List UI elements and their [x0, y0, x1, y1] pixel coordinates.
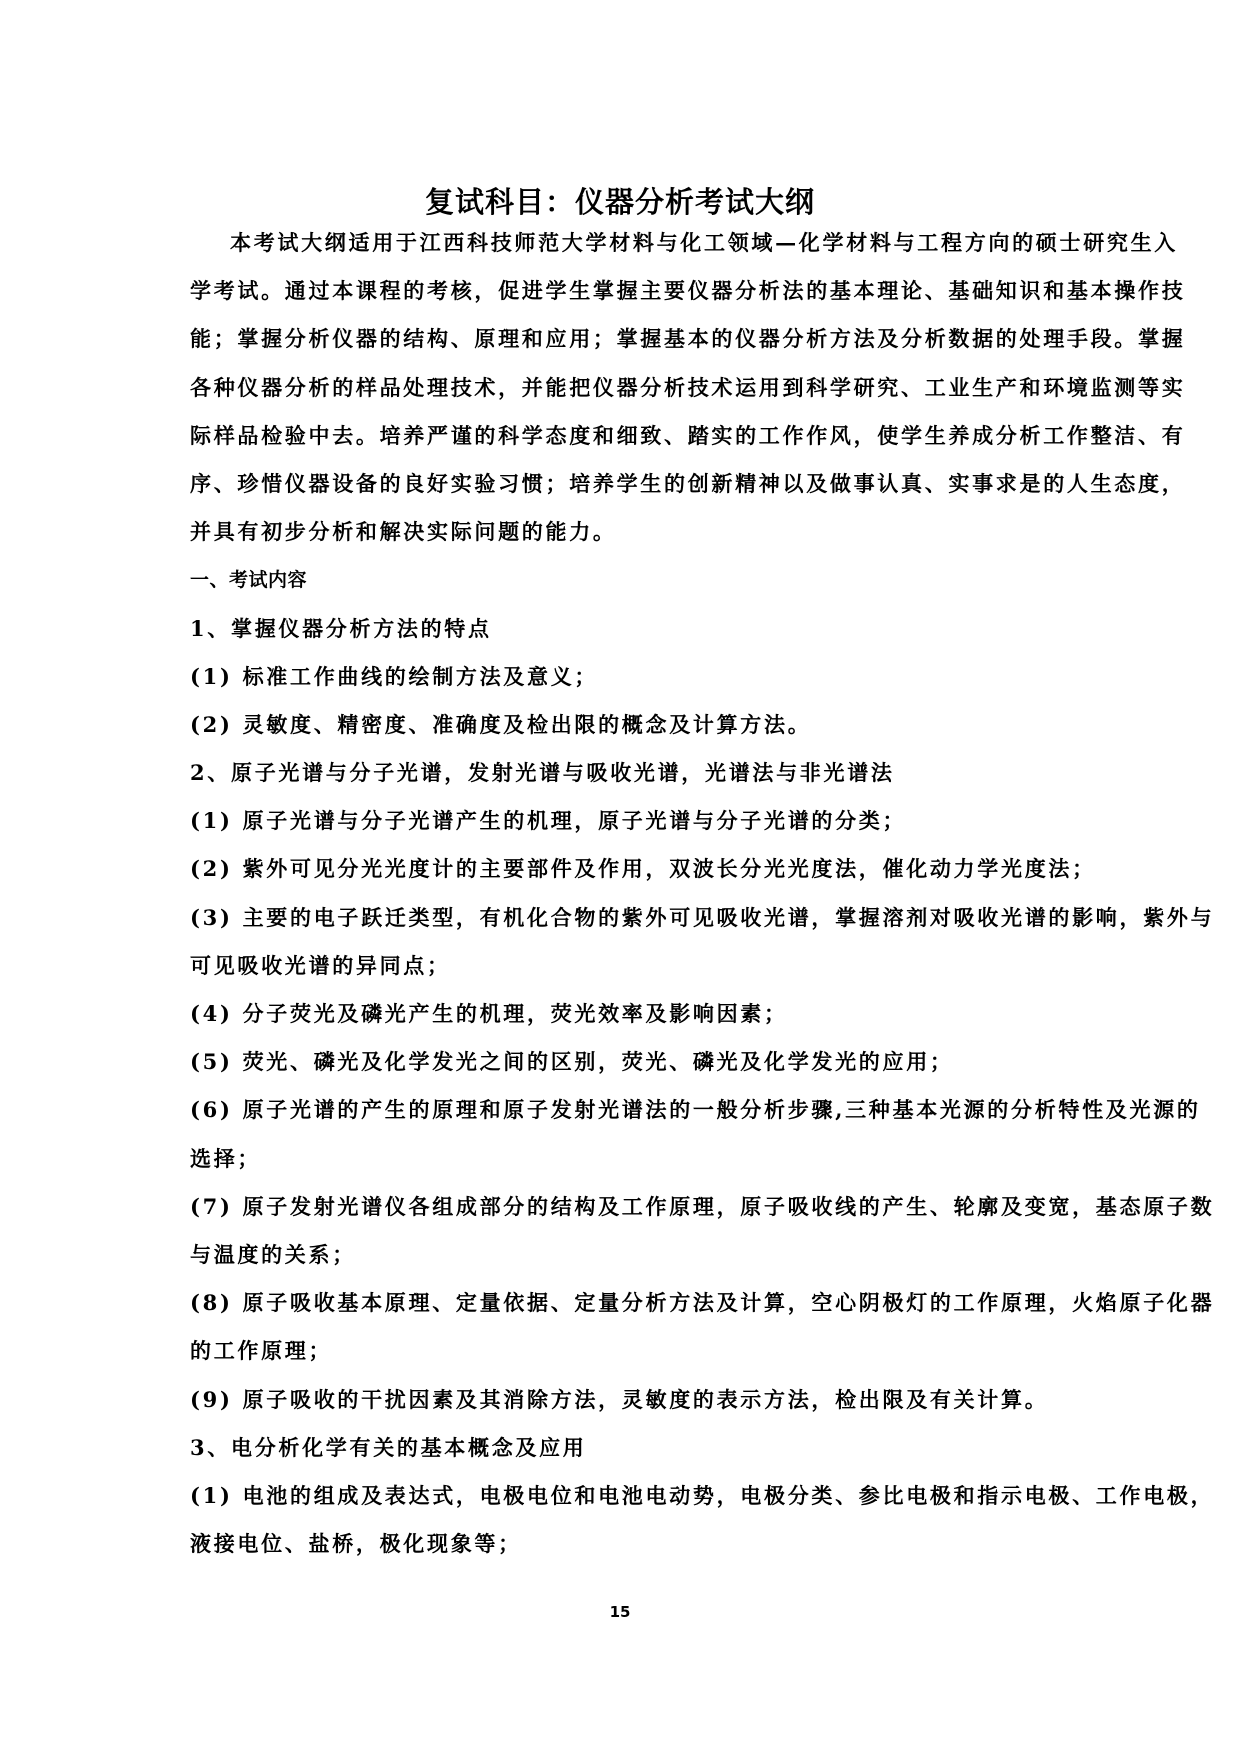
document-title: 复试科目：仪器分析考试大纲: [424, 185, 815, 219]
content-line: (9) 原子吸收的干扰因素及其消除方法，灵敏度的表示方法，检出限及有关计算。: [190, 1386, 1049, 1412]
intro-line: 本考试大纲适用于江西科技师范大学材料与化工领域—化学材料与工程方向的硕士研究生入: [230, 230, 1178, 255]
intro-line: 能；掌握分析仪器的结构、原理和应用；掌握基本的仪器分析方法及分析数据的处理手段。掌握: [190, 326, 1186, 352]
content-line: 液接电位、盐桥，极化现象等；: [190, 1531, 522, 1557]
page-number: 15: [609, 1603, 631, 1621]
content-line: 的工作原理；: [190, 1338, 333, 1364]
content-line: (2) 灵敏度、精密度、准确度及检出限的概念及计算方法。: [190, 711, 812, 737]
content-line: 1、掌握仪器分析方法的特点: [190, 615, 492, 641]
intro-line: 序、珍惜仪器设备的良好实验习惯；培养学生的创新精神以及做事认真、实事求是的人生态度，: [190, 470, 1186, 496]
content-line: (7) 原子发射光谱仪各组成部分的结构及工作原理，原子吸收线的产生、轮廓及变宽，基态原子数: [190, 1193, 1215, 1219]
content-line: 2、原子光谱与分子光谱，发射光谱与吸收光谱，光谱法与非光谱法: [190, 760, 895, 786]
content-line: 选择；: [190, 1145, 262, 1171]
section-heading: 一、考试内容: [190, 569, 308, 592]
intro-line: 际样品检验中去。培养严谨的科学态度和细致、踏实的工作作风，使学生养成分析工作整洁、有: [190, 422, 1186, 448]
content-line: (3) 主要的电子跃迁类型，有机化合物的紫外可见吸收光谱，掌握溶剂对吸收光谱的影响，紫外与: [190, 904, 1215, 930]
content-line: 3、电分析化学有关的基本概念及应用: [190, 1434, 587, 1460]
content-line: (2) 紫外可见分光光度计的主要部件及作用，双波长分光光度法，催化动力学光度法；: [190, 856, 1096, 882]
intro-line: 各种仪器分析的样品处理技术，并能把仪器分析技术运用到科学研究、工业生产和环境监测等实: [190, 374, 1186, 400]
content-line: (4) 分子荧光及磷光产生的机理，荧光效率及影响因素；: [190, 1001, 788, 1026]
content-line: (5) 荧光、磷光及化学发光之间的区别，荧光、磷光及化学发光的应用；: [190, 1049, 954, 1075]
content-line: (1) 标准工作曲线的绘制方法及意义；: [190, 663, 599, 689]
content-line: 可见吸收光谱的异同点；: [190, 952, 451, 978]
content-line: 与温度的关系；: [190, 1241, 356, 1267]
content-line: (8) 原子吸收基本原理、定量依据、定量分析方法及计算，空心阴极灯的工作原理，火焰原子化器: [190, 1290, 1215, 1316]
content-line: (1) 原子光谱与分子光谱产生的机理，原子光谱与分子光谱的分类；: [190, 808, 907, 834]
intro-line: 学考试。通过本课程的考核，促进学生掌握主要仪器分析法的基本理论、基础知识和基本操作技: [190, 278, 1186, 304]
content-line: (1) 电池的组成及表达式，电极电位和电池电动势，电极分类、参比电极和指示电极、工作电极，: [190, 1482, 1215, 1508]
document-body: [190, 225, 1215, 1574]
intro-line: 并具有初步分析和解决实际问题的能力。: [190, 519, 617, 545]
content-line: (6) 原子光谱的产生的原理和原子发射光谱法的一般分析步骤,三种基本光源的分析特性及光源的: [190, 1097, 1201, 1123]
